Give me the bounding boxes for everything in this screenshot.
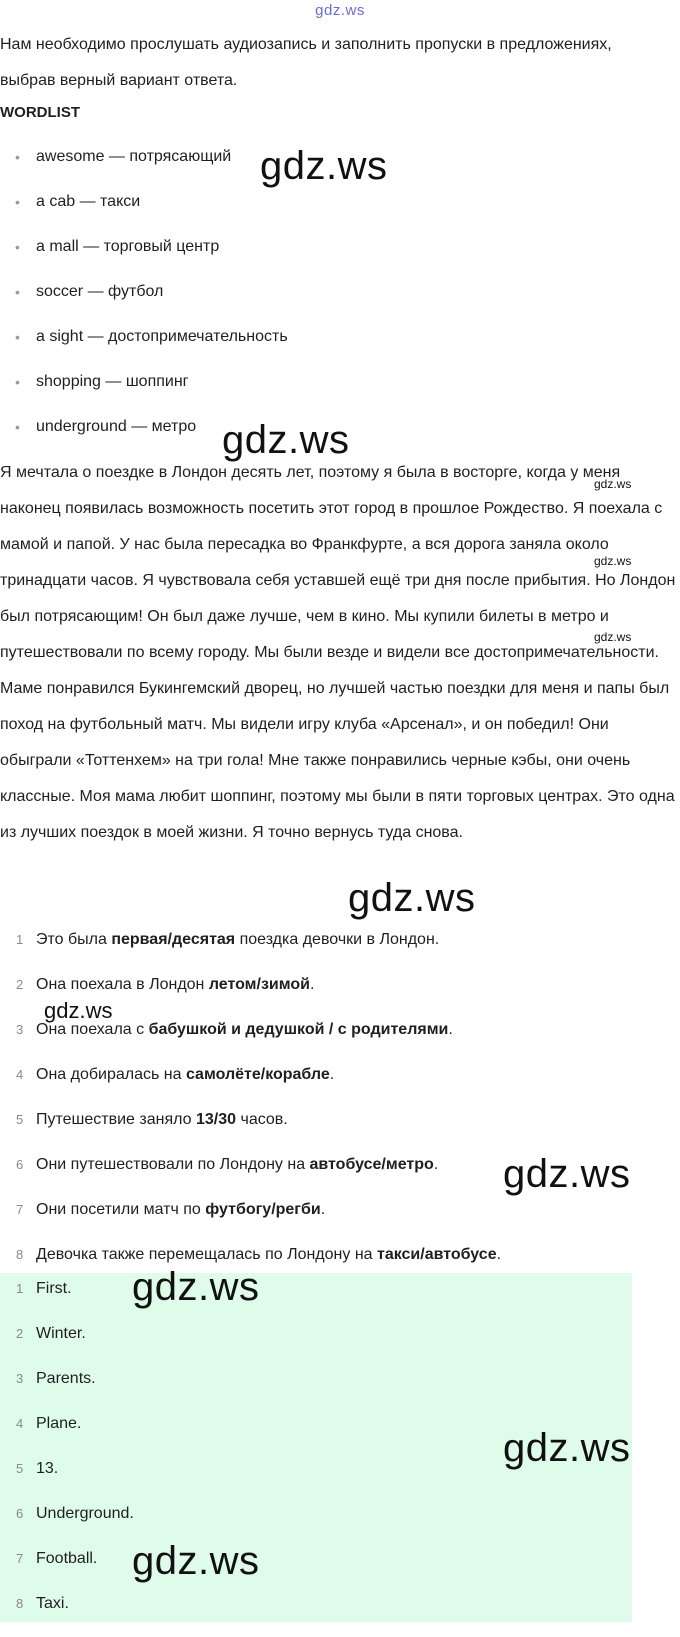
answer-item [0,1322,134,1367]
question-number: 4 [16,1067,24,1082]
wordlist-item-text: shopping — шоппинг [36,373,189,390]
watermark: gdz.ws [594,477,632,491]
bullet-icon: • [15,374,20,390]
question-text-end: часов. [236,1111,288,1128]
question-text-end: . [320,1201,326,1218]
question-item [0,1108,501,1153]
wordlist-item-text: a sight — достопримечательность [36,328,288,345]
answer-item [0,1277,134,1322]
question-options: 13/30 [195,1111,237,1128]
question-item [0,928,501,973]
question-options: автобусе/метро [309,1156,434,1173]
bullet-icon: • [15,284,20,300]
question-text: Они посетили матч по [36,1201,206,1218]
question-number: 5 [16,1112,24,1127]
story-text: Я мечтала о поездке в Лондон десять лет, поэтому я была в восторге, когда у меня наконец появилась возможность посетить этот город в прошлое Рождество. Я поехала с мамой и папой. У нас была пересадка во Франкфурте, а вся дорога заняла около тринадцати часов. Я чувствовала себя уставшей ещё три дня после прибытия. Но Лондон был потрясающим! Он был даже лучше, чем в кино. Мы купили билеты в метро и путешествовали по всему городу. Мы были везде и видели все достопримечательности. Маме понравился Букингемский дворец, но лучшей частью поездки для меня и папы был поход на футбольный матч. Мы видели игру клуба «Арсенал», и он победил! Они обыграли «Тоттенхем» на три гола! Мне также понравились черные кэбы, они очень классные. Моя мама любит шоппинг, поэтому мы были в пяти торговых центрах. Это одна из лучших поездок в моей жизни. Я точно вернусь туда снова. [0,464,676,841]
question-options: самолёте/корабле [185,1066,330,1083]
wordlist-item [0,325,288,370]
answer-item [0,1412,134,1457]
answer-number: 6 [16,1506,24,1521]
wordlist-item-text: awesome — потрясающий [36,148,232,165]
top-watermark: gdz.ws [315,2,365,19]
questions-list [0,928,501,1288]
question-text: Она поехала с [36,1021,149,1038]
question-options: летом/зимой [208,976,310,993]
question-options: такси/автобусе [377,1246,497,1263]
watermark: gdz.ws [503,1152,631,1196]
bullet-icon: • [15,194,20,210]
answer-text: Taxi. [36,1595,69,1612]
question-text: Они путешествовали по Лондону на [36,1156,310,1173]
question-text-end: . [433,1156,439,1173]
watermark: gdz.ws [132,1539,260,1583]
wordlist-item [0,190,288,235]
wordlist-item [0,235,288,280]
wordlist [0,145,288,460]
answer-item [0,1367,134,1412]
answer-number: 4 [16,1416,24,1431]
wordlist-heading: WORDLIST [0,104,80,121]
answer-text: Underground. [36,1505,134,1522]
question-text-end: . [309,976,315,993]
answer-item [0,1592,134,1637]
watermark: gdz.ws [132,1265,260,1309]
question-text-end: . [496,1246,502,1263]
question-number: 8 [16,1247,24,1262]
question-number: 7 [16,1202,24,1217]
answer-item [0,1547,134,1592]
question-options: футбогу/регби [205,1201,321,1218]
answer-text: Winter. [36,1325,86,1342]
watermark: gdz.ws [503,1426,631,1470]
question-options: бабушкой и дедушкой / с родителями [148,1021,449,1038]
question-text: Девочка также перемещалась по Лондону на [36,1246,377,1263]
question-text: Путешествие заняло [36,1111,196,1128]
watermark: gdz.ws [594,554,632,568]
wordlist-item-text: soccer — футбол [36,283,164,300]
answer-text: Parents. [36,1370,96,1387]
question-text-end: . [448,1021,453,1038]
answers-list [0,1277,134,1637]
wordlist-item-text: underground — метро [36,418,197,435]
watermark: gdz.ws [44,998,113,1023]
answer-number: 8 [16,1596,24,1611]
question-item [0,1153,501,1198]
question-number: 2 [16,977,24,992]
bullet-icon: • [15,329,20,345]
answer-item [0,1502,134,1547]
answer-number: 7 [16,1551,24,1566]
question-text: Это была [36,931,112,948]
answer-text: Football. [36,1550,98,1567]
wordlist-item [0,280,288,325]
question-text-end: поездка девочки в Лондон. [235,931,440,948]
watermark: gdz.ws [222,418,350,462]
answer-text: 13. [36,1460,59,1477]
answer-text: First. [36,1280,72,1297]
question-item [0,1018,501,1063]
question-number: 6 [16,1157,24,1172]
wordlist-item-text: a mall — торговый центр [36,238,220,255]
answer-item [0,1457,134,1502]
task-instruction: Нам необходимо прослушать аудиозапись и заполнить пропуски в предложениях, выбрав верный вариант ответа. [0,36,612,89]
question-number: 3 [16,1022,24,1037]
question-text: Она поехала в Лондон [36,976,209,993]
answer-number: 5 [16,1461,24,1476]
answer-number: 3 [16,1371,24,1386]
watermark: gdz.ws [594,630,632,644]
bullet-icon: • [15,149,20,165]
wordlist-item [0,145,288,190]
bullet-icon: • [15,419,20,435]
question-text-end: . [329,1066,335,1083]
answer-number: 1 [16,1281,24,1296]
watermark: gdz.ws [348,876,476,920]
answer-number: 2 [16,1326,24,1341]
wordlist-item-text: a cab — такси [36,193,141,210]
watermark: gdz.ws [260,144,388,188]
question-item [0,1198,501,1243]
answer-text: Plane. [36,1415,82,1432]
question-number: 1 [16,932,24,947]
bullet-icon: • [15,239,20,255]
question-options: первая/десятая [111,931,236,948]
wordlist-item [0,370,288,415]
question-item [0,1063,501,1108]
question-text: Она добиралась на [36,1066,186,1083]
